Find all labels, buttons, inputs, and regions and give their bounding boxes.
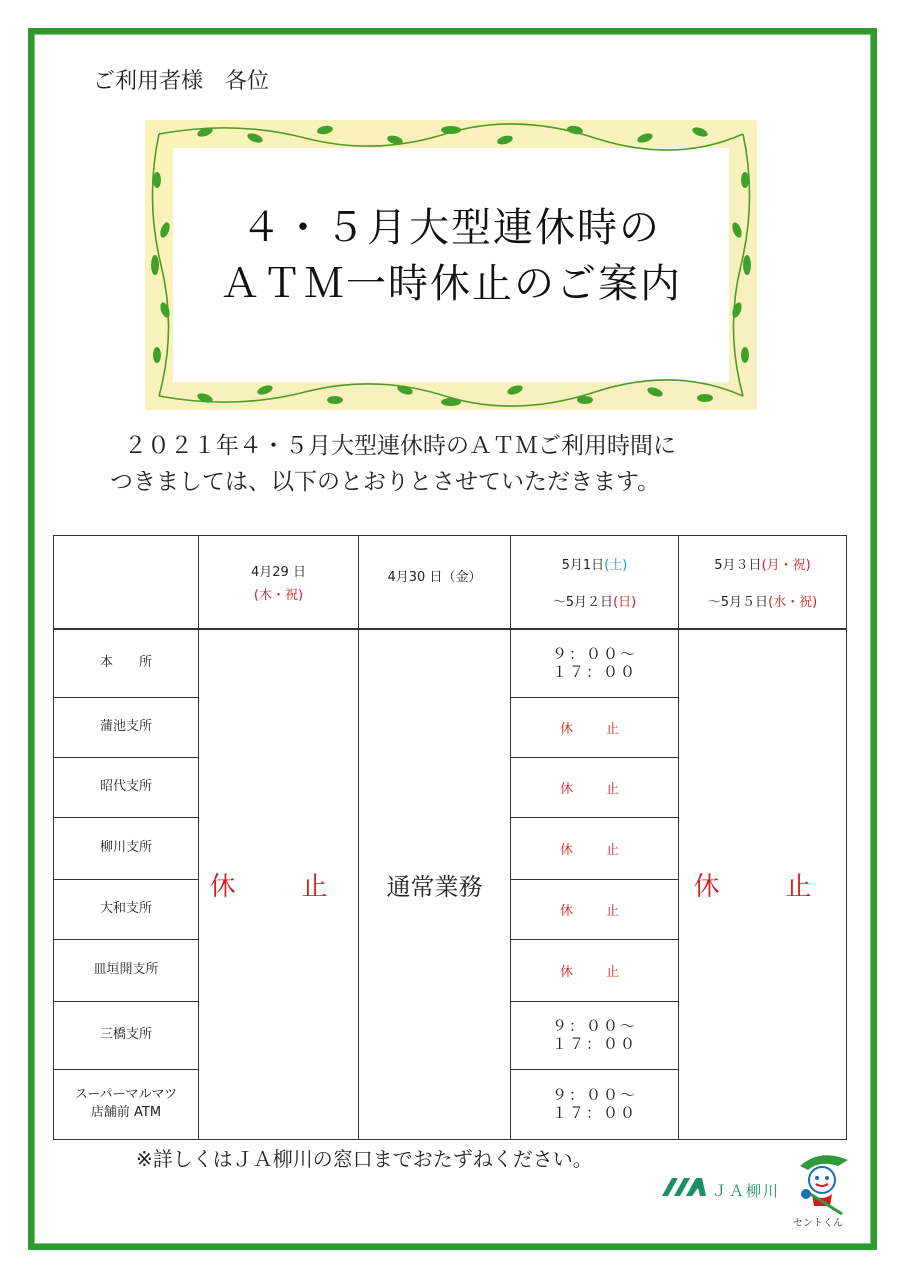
intro-line-2: つきましては、以下のとおりとさせていただきます。: [110, 469, 661, 495]
business-hours: ９：００～ １７：００: [551, 1017, 637, 1053]
closed-label: 休 止: [559, 721, 629, 737]
branch-name: 皿垣開支所: [54, 939, 199, 1001]
header-may1-day: (土): [604, 558, 628, 573]
ja-logo-icon: [662, 1176, 706, 1198]
header-apr29: [199, 536, 359, 630]
branch-name: 柳川支所: [54, 817, 199, 879]
header-apr30-date: 4月30 日（金）: [387, 569, 482, 585]
apr29-closed-label: 休 止: [209, 871, 348, 902]
header-may5-day: (水・祝): [768, 595, 818, 610]
header-corner: [54, 536, 199, 630]
may1-2-hours: [511, 1069, 679, 1139]
header-may1-2: [511, 536, 679, 630]
intro-text: [110, 428, 810, 500]
closed-label: 休 止: [559, 781, 629, 797]
may1-2-hours: [511, 879, 679, 939]
closed-label: 休 止: [559, 842, 629, 858]
may1-2-hours: [511, 939, 679, 1001]
table-header-row: [54, 536, 847, 630]
header-may2-day: (日): [613, 595, 637, 610]
may3-5-status: [679, 629, 847, 1139]
title-line-1: ４・５月大型連休時の: [241, 205, 661, 251]
apr30-status: [359, 629, 511, 1139]
table-row: [54, 629, 847, 697]
notice-title: [145, 200, 757, 312]
closed-label: 休 止: [559, 964, 629, 980]
header-may3-day: (月・祝): [761, 558, 811, 573]
header-apr30: [359, 536, 511, 630]
closed-label: 休 止: [559, 903, 629, 919]
intro-line-1: ２０２１年４・５月大型連休時のＡＴＭご利用時間に: [124, 433, 676, 459]
may3-5-closed-label: 休 止: [693, 871, 832, 902]
schedule-table: [53, 535, 847, 1140]
branch-name: 三橋支所: [54, 1001, 199, 1069]
branch-name: スーパーマルマツ 店舗前 ATM: [54, 1069, 199, 1139]
header-may3-from: 5月３日: [714, 558, 762, 573]
header-may1-from: 5月1日: [561, 558, 605, 573]
ja-yanagawa-label: ＪＡ柳川: [712, 1182, 781, 1200]
business-hours: ９：００～ １７：００: [551, 1086, 637, 1122]
apr29-status: [199, 629, 359, 1139]
mascot-name: セントくん: [793, 1218, 843, 1229]
may1-2-hours: [511, 1001, 679, 1069]
may1-2-hours: [511, 629, 679, 697]
branch-name: 本 所: [54, 629, 199, 697]
header-apr29-day: (木・祝): [253, 588, 304, 603]
header-may2-to: ～5月２日: [552, 595, 614, 610]
header-may3-5: [679, 536, 847, 630]
mascot-icon: [790, 1150, 854, 1216]
addressee: ご利用者様 各位: [93, 69, 270, 94]
may1-2-hours: [511, 757, 679, 817]
business-hours: ９：００～ １７：００: [551, 645, 637, 682]
header-may5-to: ～5月５日: [707, 595, 769, 610]
apr30-normal-label: 通常業務: [386, 872, 483, 901]
may1-2-hours: [511, 697, 679, 757]
branch-name: 昭代支所: [54, 757, 199, 817]
title-line-2: ＡＴＭ一時休止のご案内: [220, 261, 682, 307]
header-apr29-date: 4月29 日: [251, 565, 306, 580]
may1-2-hours: [511, 817, 679, 879]
footnote: ※詳しくはＪＡ柳川の窓口までおたずねください。: [136, 1147, 593, 1171]
branch-name: 大和支所: [54, 879, 199, 939]
branch-name: 蒲池支所: [54, 697, 199, 757]
